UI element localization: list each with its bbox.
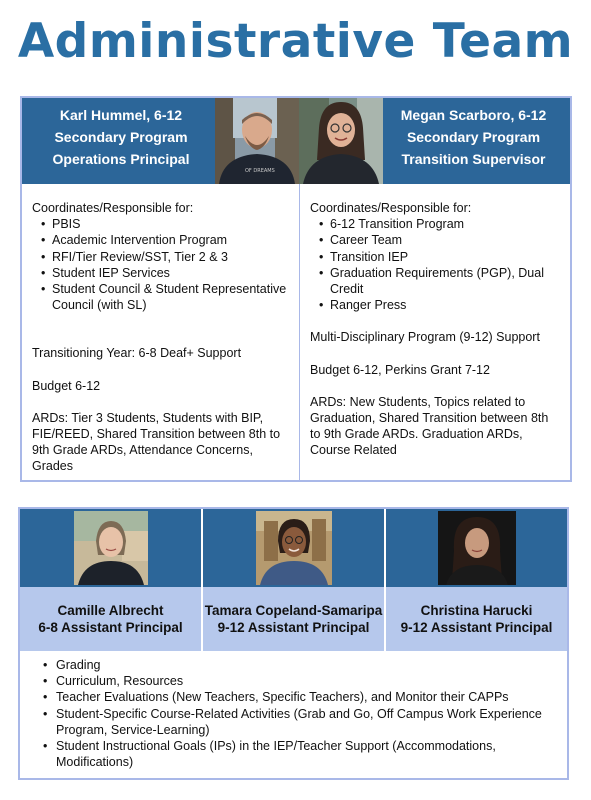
list-item: • Teacher Evaluations (New Teachers, Specific Teachers), and Monitor their CAPPs: [47, 689, 550, 705]
christina-harucki-card: [386, 509, 567, 655]
list-item: • 6-12 Transition Program: [330, 216, 562, 232]
duty-list: [38, 657, 550, 770]
header-line: Operations Principal: [52, 151, 190, 167]
header-line: Karl Hummel, 6-12: [59, 107, 183, 123]
megan-scarboro-responsibilities: [310, 200, 562, 459]
list-item: • Graduation Requirements (PGP), Dual Credit: [330, 265, 562, 297]
karl-hummel-photo: [215, 98, 299, 184]
list-item: • Curriculum, Resources: [47, 673, 550, 689]
person-name: Tamara Copeland-Samaripa: [204, 603, 383, 618]
intro-text: Coordinates/Responsible for:: [32, 201, 194, 215]
name-band: [386, 587, 567, 651]
list-item: • Student Council & Student Representative Council (with SL): [52, 281, 294, 313]
camille-albrecht-photo: [74, 511, 148, 585]
header-line: Transition Supervisor: [401, 151, 546, 167]
paragraph: Budget 6-12: [32, 378, 101, 393]
list-item: • Career Team: [330, 232, 562, 248]
header-line: Secondary Program: [406, 129, 541, 145]
karl-hummel-header: [28, 104, 214, 170]
person-name: Christina Harucki: [420, 603, 533, 618]
paragraph: Transitioning Year: 6-8 Deaf+ Support: [32, 346, 242, 361]
person-role: 9-12 Assistant Principal: [400, 620, 553, 635]
camille-albrecht-card: [20, 509, 201, 655]
name-band: [20, 587, 201, 651]
list-item: • Student-Specific Course-Related Activities (Grab and Go, Off Campus Work Experience Program, Service-Learning): [47, 706, 550, 738]
list-item: • RFI/Tier Review/SST, Tier 2 & 3: [52, 249, 294, 265]
list-item: • Transition IEP: [330, 249, 562, 265]
list-item: • PBIS: [52, 216, 294, 232]
intro-text: Coordinates/Responsible for:: [310, 201, 472, 215]
paragraph: Budget 6-12, Perkins Grant 7-12: [310, 362, 490, 377]
name-band: [203, 587, 384, 651]
karl-hummel-responsibilities: [32, 200, 294, 475]
christina-harucki-photo: [438, 511, 516, 585]
list-item: • Student IEP Services: [52, 265, 294, 281]
list-item: • Academic Intervention Program: [52, 232, 294, 248]
photo-band: [20, 509, 201, 587]
paragraph: ARDs: New Students, Topics related to Graduation, Shared Transition between 8th to 9th Grade ARDs. Graduation ARDs, Course Related: [310, 394, 549, 458]
shared-duties: [38, 657, 550, 770]
responsibility-list: [32, 216, 294, 313]
list-item: • Student Instructional Goals (IPs) in the IEP/Teacher Support (Accommodations, Modifications): [47, 738, 550, 770]
person-name: Camille Albrecht: [57, 603, 164, 618]
header-line: Secondary Program: [54, 129, 188, 145]
person-role: 6-8 Assistant Principal: [38, 620, 183, 635]
tamara-copeland-samaripa-card: [203, 509, 384, 655]
header-band: [22, 98, 570, 184]
photo-band: [386, 509, 567, 587]
megan-scarboro-header: [383, 104, 564, 170]
list-item: • Grading: [47, 657, 550, 673]
megan-scarboro-photo: [299, 98, 383, 184]
person-role: 9-12 Assistant Principal: [217, 620, 370, 635]
page-title: Administrative Team: [17, 14, 574, 69]
paragraph: Multi-Disciplinary Program (9-12) Support: [310, 330, 540, 345]
svg-text:OF DREAMS: OF DREAMS: [245, 168, 275, 174]
top-leadership-panel: [20, 96, 572, 482]
header-line: Megan Scarboro, 6-12: [400, 107, 547, 123]
list-item: • Ranger Press: [330, 297, 562, 313]
assistant-principals-panel: [18, 507, 569, 780]
paragraph: ARDs: Tier 3 Students, Students with BIP, FIE/REED, Shared Transition between 8th to 9th Grade ARDs, Attendance Concerns, Grades: [32, 410, 281, 474]
column-divider: [299, 184, 300, 480]
responsibility-list: [310, 216, 562, 313]
tamara-copeland-samaripa-photo: [256, 511, 332, 585]
photo-band: [203, 509, 384, 587]
